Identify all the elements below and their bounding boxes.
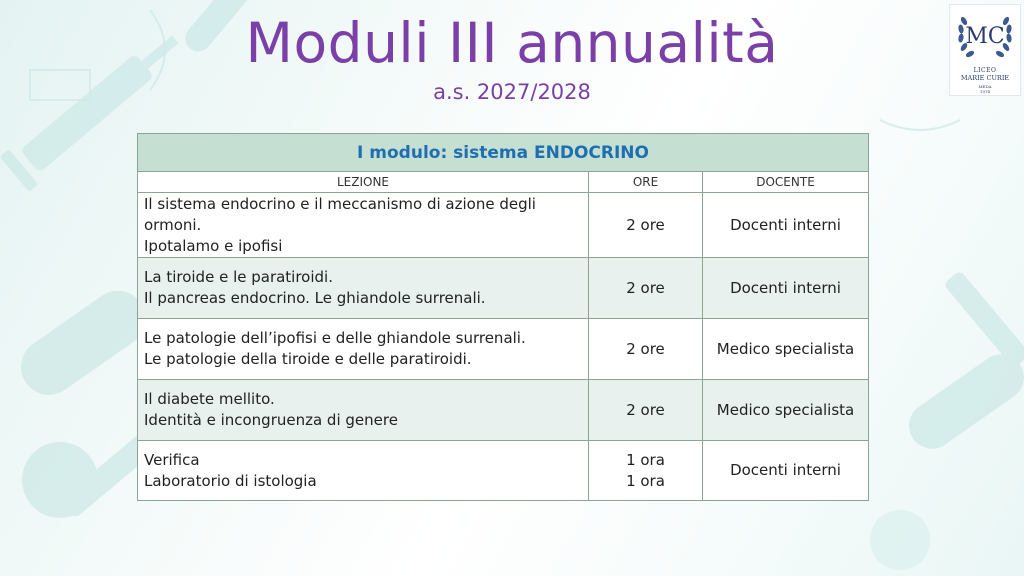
lesson-line: Verifica [144,450,200,469]
logo-line-2: MARIE CURIE [960,74,1010,82]
lesson-line: Ipotalamo e ipofisi [144,236,283,255]
module-heading: I modulo: sistema ENDOCRINO [138,134,869,172]
column-header-docente: DOCENTE [703,172,869,193]
table-row [138,441,869,501]
laurel-wreath-icon [950,5,1020,67]
lesson-line: Il pancreas endocrino. Le ghiandole surrenali. [144,289,486,307]
teacher-cell: Medico specialista [703,380,869,441]
lesson-line: Le patologie dell’ipofisi e delle ghiandole surrenali. [144,329,526,347]
table-row [138,380,869,441]
lesson-line: Il diabete mellito. [144,390,275,408]
table-row [138,319,869,380]
lesson-line: Il sistema endocrino e il meccanismo di azione degli [144,194,536,213]
lesson-cell [138,380,589,441]
logo-line-4: 1974 [979,89,991,94]
table-row [138,258,869,319]
hours-cell: 2 ore [589,258,703,319]
lesson-line: La tiroide e le paratiroidi. [144,268,333,286]
hours-cell: 1 ora 1 ora [589,441,703,501]
lesson-line: Laboratorio di istologia [144,471,317,490]
hours-cell: 2 ore [589,193,703,258]
lesson-cell [138,193,589,258]
logo-line-3: MEDA [978,84,992,89]
teacher-cell: Docenti interni [703,193,869,258]
slide-subtitle: a.s. 2027/2028 [433,80,591,104]
logo-line-1: LICEO [973,67,997,74]
lesson-line: ormoni. [144,215,202,234]
teacher-cell: Docenti interni [703,441,869,501]
lesson-cell [138,441,589,501]
lesson-cell [138,258,589,319]
svg-text:MC: MC [965,24,1005,49]
slide-title: Moduli III annualità [245,11,779,75]
lesson-line: Le patologie della tiroide e delle paratiroidi. [144,350,472,368]
hours-cell: 2 ore [589,319,703,380]
lesson-line: Identità e incongruenza di genere [144,411,398,429]
teacher-cell: Medico specialista [703,319,869,380]
school-logo [949,4,1021,96]
lesson-cell [138,319,589,380]
table-row [138,193,869,258]
column-header-ore: ORE [589,172,703,193]
module-table [137,133,869,501]
hours-cell: 2 ore [589,380,703,441]
teacher-cell: Docenti interni [703,258,869,319]
column-header-lezione: LEZIONE [138,172,589,193]
